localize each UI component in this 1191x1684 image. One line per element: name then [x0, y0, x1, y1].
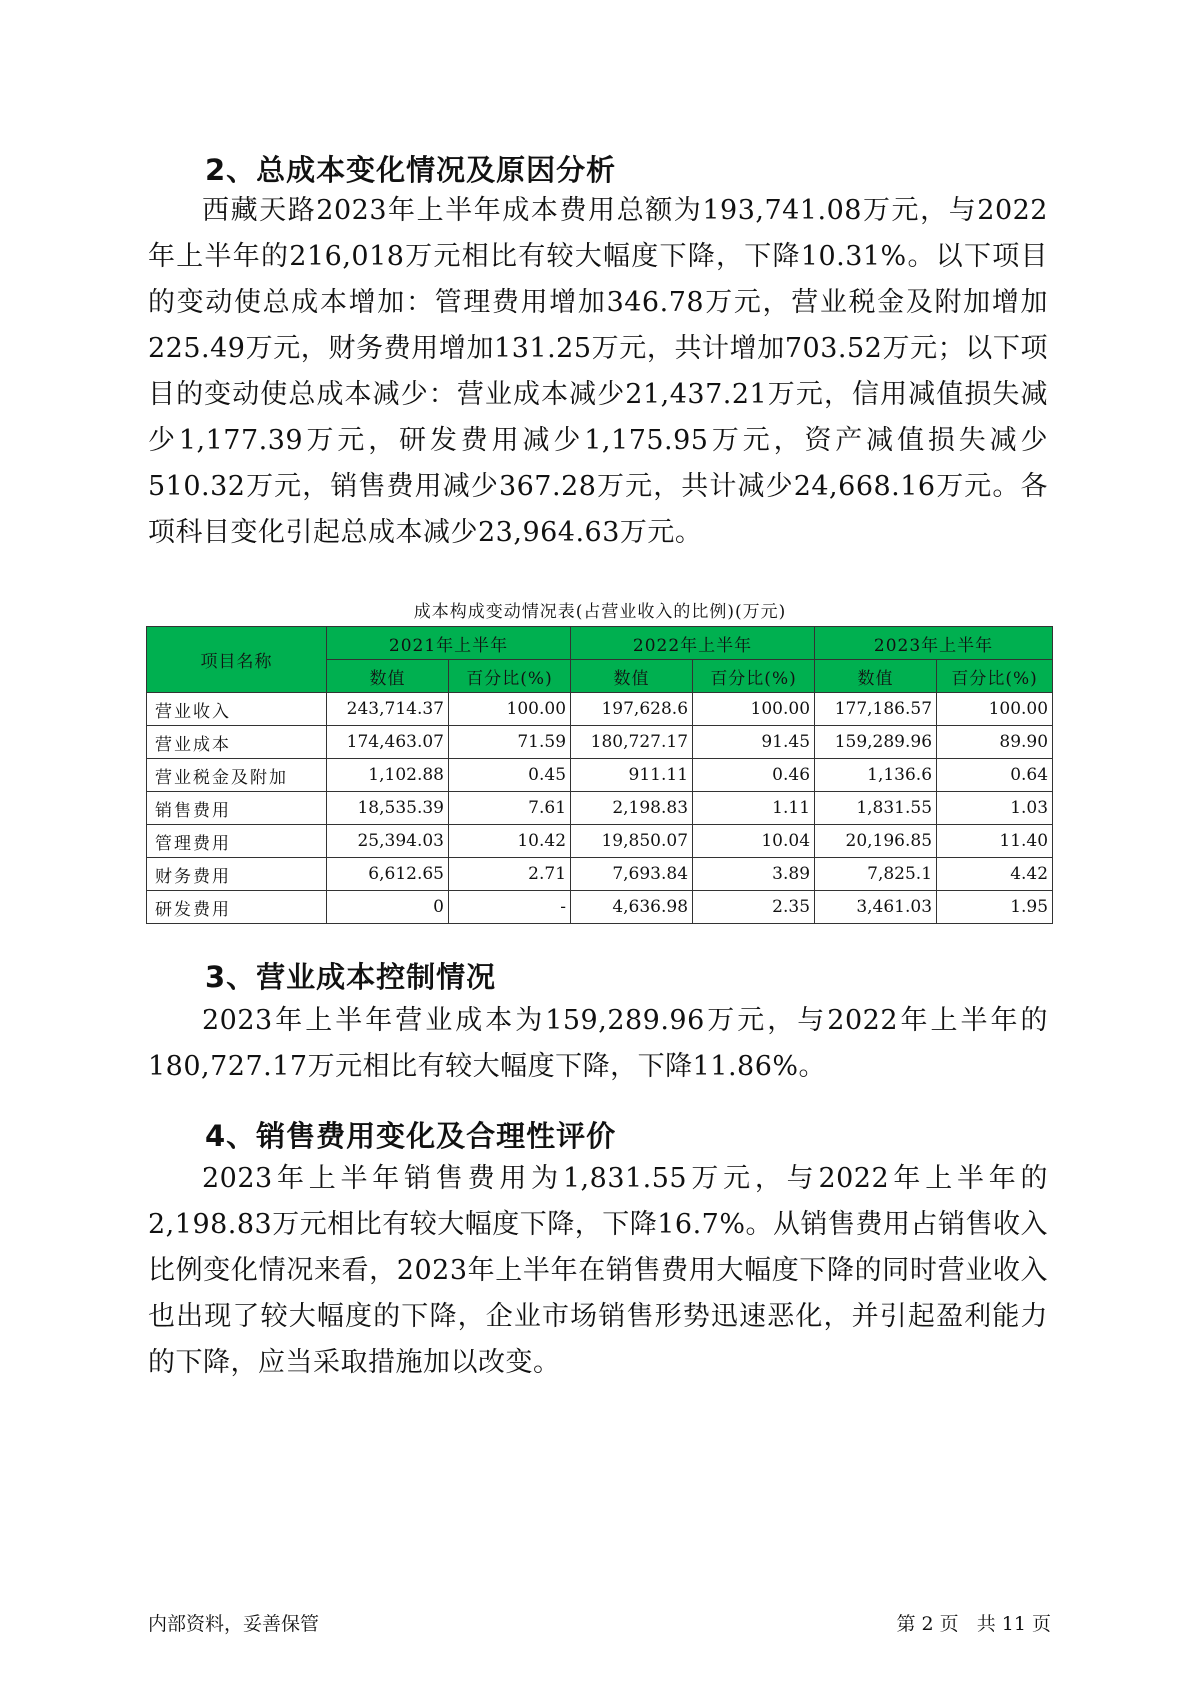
value-cell: 19,850.07 — [571, 825, 693, 858]
percent-cell: 7.61 — [449, 792, 571, 825]
section-4-paragraph: 2023年上半年销售费用为1,831.55万元，与2022年上半年的2,198.83万元相比有较大幅度下降，下降16.7%。从销售费用占销售收入比例变化情况来看，2023年上半年在销售费用大幅度下降的同时营业收入也出现了较大幅度的下降，企业市场销售形势迅速恶化，并引起盈利能力的下降，应当采取措施加以改变。 — [148, 1163, 1049, 1378]
table-row — [147, 693, 1053, 726]
value-cell: 1,136.6 — [815, 759, 937, 792]
row-item-name: 营业收入 — [147, 693, 327, 726]
percent-cell: 4.42 — [937, 858, 1053, 891]
row-item-name: 营业税金及附加 — [147, 759, 327, 792]
percent-cell: 10.04 — [693, 825, 815, 858]
row-item-name: 财务费用 — [147, 858, 327, 891]
percent-cell: 2.35 — [693, 891, 815, 924]
item-name-header: 项目名称 — [147, 627, 327, 693]
table-row — [147, 792, 1053, 825]
percent-cell: 3.89 — [693, 858, 815, 891]
value-cell: 1,102.88 — [327, 759, 449, 792]
percent-cell: 1.11 — [693, 792, 815, 825]
value-cell: 159,289.96 — [815, 726, 937, 759]
value-cell: 197,628.6 — [571, 693, 693, 726]
value-cell: 3,461.03 — [815, 891, 937, 924]
period-header: 2022年上半年 — [571, 627, 815, 660]
row-item-name: 营业成本 — [147, 726, 327, 759]
value-cell: 25,394.03 — [327, 825, 449, 858]
section-4-heading: 4、销售费用变化及合理性评价 — [205, 1119, 617, 1153]
period-header: 2021年上半年 — [327, 627, 571, 660]
table-row — [147, 825, 1053, 858]
footer-page-number: 第 2 页 共 11 页 — [896, 1613, 1051, 1635]
percent-cell: 1.03 — [937, 792, 1053, 825]
percent-cell: 0.46 — [693, 759, 815, 792]
table-row — [147, 726, 1053, 759]
percent-subheader: 百分比(%) — [937, 660, 1053, 693]
percent-cell: 0.64 — [937, 759, 1053, 792]
value-cell: 7,825.1 — [815, 858, 937, 891]
section-2-paragraph: 西藏天路2023年上半年成本费用总额为193,741.08万元，与2022年上半年的216,018万元相比有较大幅度下降，下降10.31%。以下项目的变动使总成本增加：管理费用增加346.78万元，营业税金及附加增加225.49万元，财务费用增加131.25万元，共计增加703.52万元；以下项目的变动使总成本减少：营业成本减少21,437.21万元，信用减值损失减少1,177.39万元，研发费用减少1,175.95万元，资产减值损失减少510.32万元，销售费用减少367.28万元，共计减少24,668.16万元。各项科目变化引起总成本减少23,964.63万元。 — [148, 195, 1048, 548]
percent-subheader: 百分比(%) — [449, 660, 571, 693]
percent-cell: 91.45 — [693, 726, 815, 759]
value-cell: 177,186.57 — [815, 693, 937, 726]
percent-cell: 100.00 — [693, 693, 815, 726]
table-caption: 成本构成变动情况表(占营业收入的比例)(万元) — [413, 602, 787, 622]
value-cell: 911.11 — [571, 759, 693, 792]
value-cell: 20,196.85 — [815, 825, 937, 858]
percent-cell: 71.59 — [449, 726, 571, 759]
value-cell: 0 — [327, 891, 449, 924]
table-row — [147, 858, 1053, 891]
value-cell: 7,693.84 — [571, 858, 693, 891]
table-body — [147, 693, 1053, 924]
value-cell: 6,612.65 — [327, 858, 449, 891]
percent-cell: 0.45 — [449, 759, 571, 792]
table-row — [147, 759, 1053, 792]
row-item-name: 研发费用 — [147, 891, 327, 924]
percent-cell: 1.95 — [937, 891, 1053, 924]
percent-cell: 2.71 — [449, 858, 571, 891]
row-item-name: 销售费用 — [147, 792, 327, 825]
section-2-heading: 2、总成本变化情况及原因分析 — [205, 153, 617, 187]
footer-confidential-note: 内部资料，妥善保管 — [148, 1613, 320, 1635]
section-3-paragraph: 2023年上半年营业成本为159,289.96万元，与2022年上半年的180,727.17万元相比有较大幅度下降，下降11.86%。 — [148, 1005, 1048, 1082]
value-cell: 4,636.98 — [571, 891, 693, 924]
value-subheader: 数值 — [815, 660, 937, 693]
value-cell: 1,831.55 — [815, 792, 937, 825]
table-row — [147, 891, 1053, 924]
value-subheader: 数值 — [327, 660, 449, 693]
value-cell: 243,714.37 — [327, 693, 449, 726]
percent-subheader: 百分比(%) — [693, 660, 815, 693]
percent-cell: 100.00 — [937, 693, 1053, 726]
row-item-name: 管理费用 — [147, 825, 327, 858]
percent-cell: 10.42 — [449, 825, 571, 858]
section-3-heading: 3、营业成本控制情况 — [205, 960, 497, 994]
value-cell: 2,198.83 — [571, 792, 693, 825]
value-cell: 180,727.17 — [571, 726, 693, 759]
value-cell: 18,535.39 — [327, 792, 449, 825]
percent-cell: - — [449, 891, 571, 924]
percent-cell: 11.40 — [937, 825, 1053, 858]
value-cell: 174,463.07 — [327, 726, 449, 759]
cost-structure-table — [146, 626, 1053, 924]
value-subheader: 数值 — [571, 660, 693, 693]
percent-cell: 100.00 — [449, 693, 571, 726]
period-header: 2023年上半年 — [815, 627, 1053, 660]
percent-cell: 89.90 — [937, 726, 1053, 759]
